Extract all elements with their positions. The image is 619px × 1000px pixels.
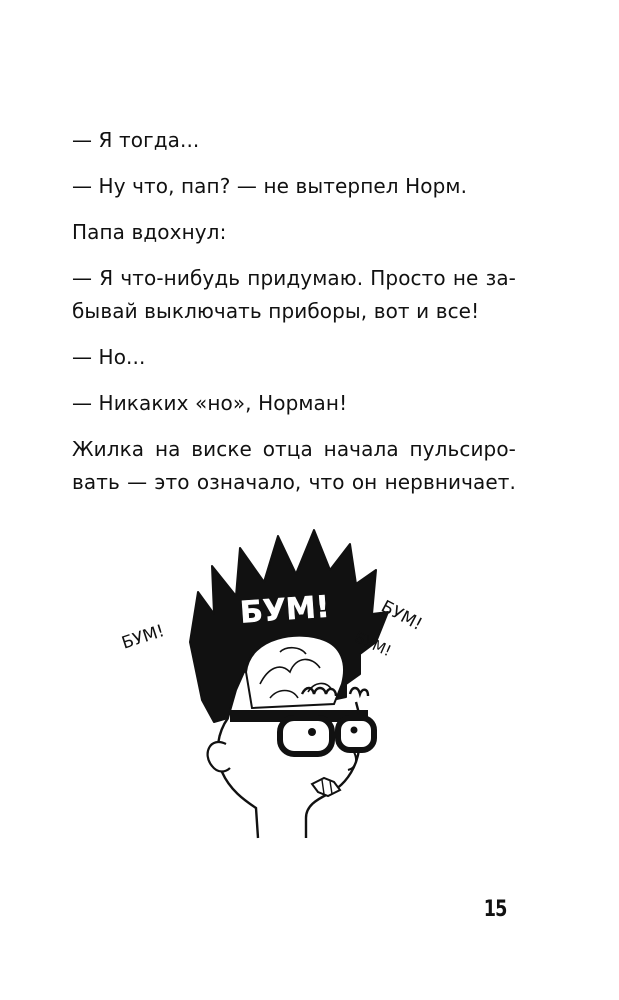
paragraph-1	[72, 124, 516, 157]
boom-right: БУМ!	[377, 596, 426, 635]
mouth	[312, 778, 340, 796]
text-line: — Но...	[72, 345, 146, 369]
brain-outline	[246, 636, 344, 708]
text-line: вать — это означало, что он нервничает.	[72, 470, 516, 494]
page-number: 15	[484, 897, 507, 922]
text-line: Папа вдохнул:	[72, 220, 227, 244]
pupil-right	[351, 727, 358, 734]
paragraph-7	[72, 433, 516, 499]
paragraph-4	[72, 262, 516, 328]
body-text	[72, 124, 516, 512]
eyebrow-right	[350, 688, 368, 696]
paragraph-5	[72, 341, 516, 374]
text-line: — Я что-нибудь придумаю. Просто не за-	[72, 266, 516, 290]
paragraph-2	[72, 170, 516, 203]
text-line: — Я тогда...	[72, 128, 200, 152]
glasses-left-lens	[280, 718, 332, 754]
paragraph-3	[72, 216, 516, 249]
text-line: Жилка на виске отца начала пульсиро-	[72, 437, 516, 461]
text-line: — Ну что, пап? — не вытерпел Норм.	[72, 174, 468, 198]
paragraph-6	[72, 387, 516, 420]
pupil-left	[308, 728, 316, 736]
ear	[208, 742, 230, 771]
norm-head-illustration	[110, 522, 450, 842]
boom-big: БУМ!	[238, 589, 331, 631]
text-line: бывай выключать приборы, вот и все!	[72, 299, 480, 323]
boom-left: БУМ!	[119, 621, 167, 654]
text-line: — Никаких «но», Норман!	[72, 391, 348, 415]
boom-small: БУМ!	[351, 628, 395, 661]
glasses-right-lens	[338, 718, 374, 750]
